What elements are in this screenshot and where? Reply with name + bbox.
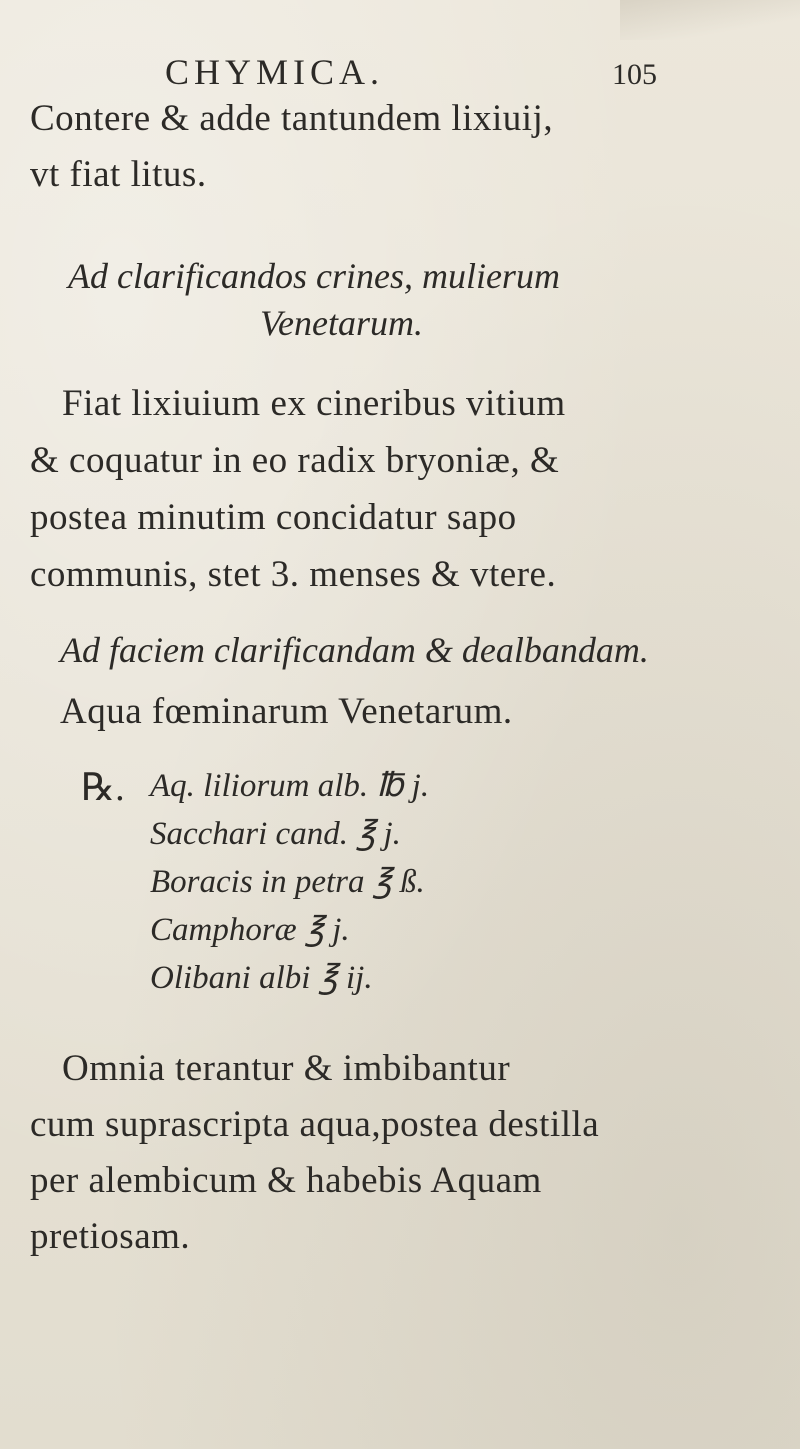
para1-line-1: Fiat lixiuium ex cineribus vitium [62,383,566,424]
heading-crines-line-2: Venetarum. [260,303,423,343]
recipe-line-5: Olibani albi ℥ ij. [150,960,373,996]
para2-line-4: pretiosam. [30,1216,191,1257]
recipe-line-4: Camphoræ ℥ j. [150,912,350,948]
para1-line-3: postea minutim concidatur sapo [30,497,517,538]
recipe-line-1: Aq. liliorum alb. ℔ j. [150,768,430,804]
para1-line-2: & coquatur in eo radix bryoniæ, & [30,440,560,481]
heading-crines-line-1: Ad clarificandos crines, mulierum [68,256,560,296]
recipe-line-3: Boracis in petra ℥ ß. [150,864,425,900]
subheading-aqua: Aqua fœminarum Venetarum. [60,691,513,732]
para2-line-3: per alembicum & habebis Aquam [30,1160,542,1201]
para1-line-4: communis, stet 3. menses & vtere. [30,554,557,595]
heading-faciem: Ad faciem clarificandam & dealbandam. [60,630,649,670]
page-corner-shadow [620,0,800,40]
para2-line-2: cum suprascripta aqua,postea destilla [30,1104,600,1145]
recipe-symbol: ℞. [81,767,125,809]
recipe-line-2: Sacchari cand. ℥ j. [150,816,401,852]
para2-line-1: Omnia terantur & imbibantur [62,1048,511,1089]
page-number: 105 [612,58,657,91]
intro-line-2: vt fiat litus. [30,154,207,195]
intro-line-1: Contere & adde tantundem lixiuij, [30,98,554,139]
running-header-title: CHYMICA. [165,52,385,92]
